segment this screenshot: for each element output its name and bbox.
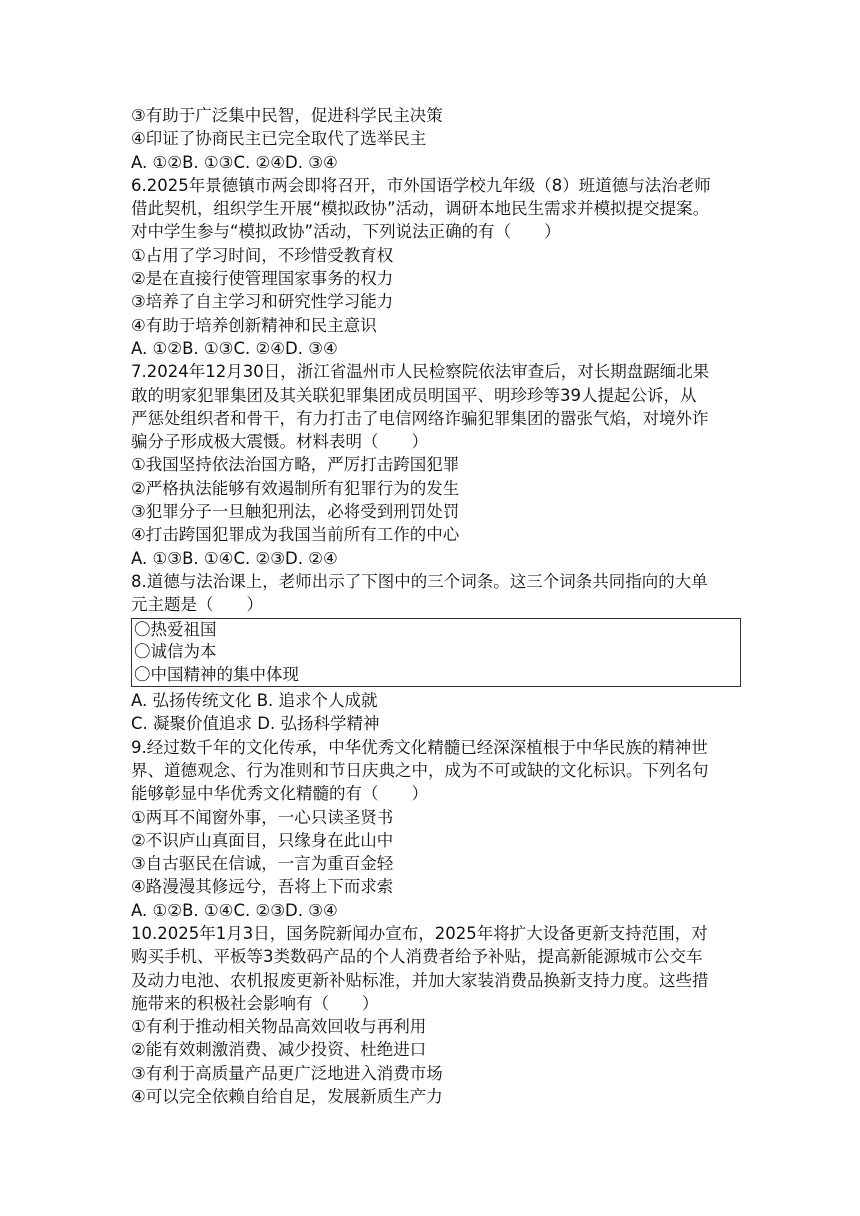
text-line: ①有利于推动相关物品高效回收与再利用 <box>131 1017 427 1037</box>
question-6-stem: 6.2025年景德镇市两会即将召开，市外国语学校九年级（8）班道德与法治老师 <box>131 175 711 195</box>
text-line: ①我国坚持依法治国方略，严厉打击跨国犯罪 <box>131 455 460 475</box>
question-8-stem: 8.道德与法治课上，老师出示了下图中的三个词条。这三个词条共同指向的大单 <box>131 571 708 591</box>
answer-options: A. ①②B. ①④C. ②③D. ③④ <box>131 900 338 920</box>
text-line: ①占用了学习时间，不珍惜受教育权 <box>131 245 394 265</box>
text-line: 敢的明家犯罪集团及其关联犯罪集团成员明国平、明珍珍等39人提起公诉，从 <box>131 385 697 405</box>
text-line: ②是在直接行使管理国家事务的权力 <box>131 269 394 289</box>
text-line: 能够彰显中华优秀文化精髓的有（ ） <box>131 784 428 804</box>
text-line: 严惩处组织者和骨干，有力打击了电信网络诈骗犯罪集团的嚣张气焰，对境外诈 <box>131 408 709 428</box>
text-line: ④可以完全依赖自给自足，发展新质生产力 <box>131 1087 443 1107</box>
word-entries-box <box>131 618 741 688</box>
word-entry: 〇热爱祖国 <box>134 619 217 639</box>
answer-options: A. ①②B. ①③C. ②④D. ③④ <box>131 338 338 358</box>
text-line: ④打击跨国犯罪成为我国当前所有工作的中心 <box>131 525 460 545</box>
word-entry: 〇中国精神的集中体现 <box>134 664 299 684</box>
text-line: ③有助于广泛集中民智，促进科学民主决策 <box>131 106 443 125</box>
word-entry: 〇诚信为本 <box>134 642 217 662</box>
text-line: 借此契机，组织学生开展“模拟政协”活动，调研本地民生需求并模拟提交提案。 <box>131 199 710 219</box>
text-line: ②不识庐山真面目，只缘身在此山中 <box>131 830 394 850</box>
text-line: 界、道德观念、行为准则和节日庆典之中，成为不可或缺的文化标识。下列名句 <box>131 760 709 780</box>
question-10-stem: 10.2025年1月3日，国务院新闻办宣布，2025年将扩大设备更新支持范围，对 <box>131 924 708 943</box>
document-page <box>131 104 741 1108</box>
text-line: 元主题是（ ） <box>131 595 263 615</box>
text-line: ③培养了自主学习和研究性学习能力 <box>131 292 394 312</box>
text-line: ①两耳不闻窗外事，一心只读圣贤书 <box>131 807 394 827</box>
answer-options: C. 凝聚价值追求 D. 弘扬科学精神 <box>131 714 380 734</box>
text-line: ④有助于培养创新精神和民主意识 <box>131 315 377 335</box>
text-line: ②严格执法能够有效遏制所有犯罪行为的发生 <box>131 478 460 498</box>
answer-options: A. ①②B. ①③C. ②④D. ③④ <box>131 152 338 172</box>
question-7-stem: 7.2024年12月30日，浙江省温州市人民检察院依法审查后，对长期盘踞缅北果 <box>131 362 710 382</box>
text-line: ④路漫漫其修远兮，吾将上下而求索 <box>131 877 394 897</box>
question-9-stem: 9.经过数千年的文化传承，中华优秀文化精髓已经深深植根于中华民族的精神世 <box>131 737 708 757</box>
text-line: ③有利于高质量产品更广泛地进入消费市场 <box>131 1063 443 1083</box>
text-block-top <box>131 104 741 617</box>
text-line: 骗分子形成极大震慑。材料表明（ ） <box>131 432 428 452</box>
text-line: ③自古驱民在信诚，一言为重百金轻 <box>131 854 394 874</box>
text-line: ④印证了协商民主已完全取代了选举民主 <box>131 129 427 149</box>
text-line: 及动力电池、农机报废更新补贴标准，并加大家装消费品换新支持力度。这些措 <box>131 970 709 990</box>
text-block-bottom <box>131 689 741 1108</box>
text-line: ③犯罪分子一旦触犯刑法，必将受到刑罚处罚 <box>131 502 460 522</box>
answer-options: A. 弘扬传统文化 B. 追求个人成就 <box>131 691 378 711</box>
text-line: 购买手机、平板等3类数码产品的个人消费者给予补贴，提高新能源城市公交车 <box>131 947 703 967</box>
text-line: 对中学生参与“模拟政协”活动，下列说法正确的有（ ） <box>131 222 561 242</box>
text-line: 施带来的积极社会影响有（ ） <box>131 993 379 1013</box>
text-line: ②能有效刺激消费、减少投资、杜绝进口 <box>131 1040 427 1060</box>
answer-options: A. ①③B. ①④C. ②③D. ②④ <box>131 548 338 568</box>
